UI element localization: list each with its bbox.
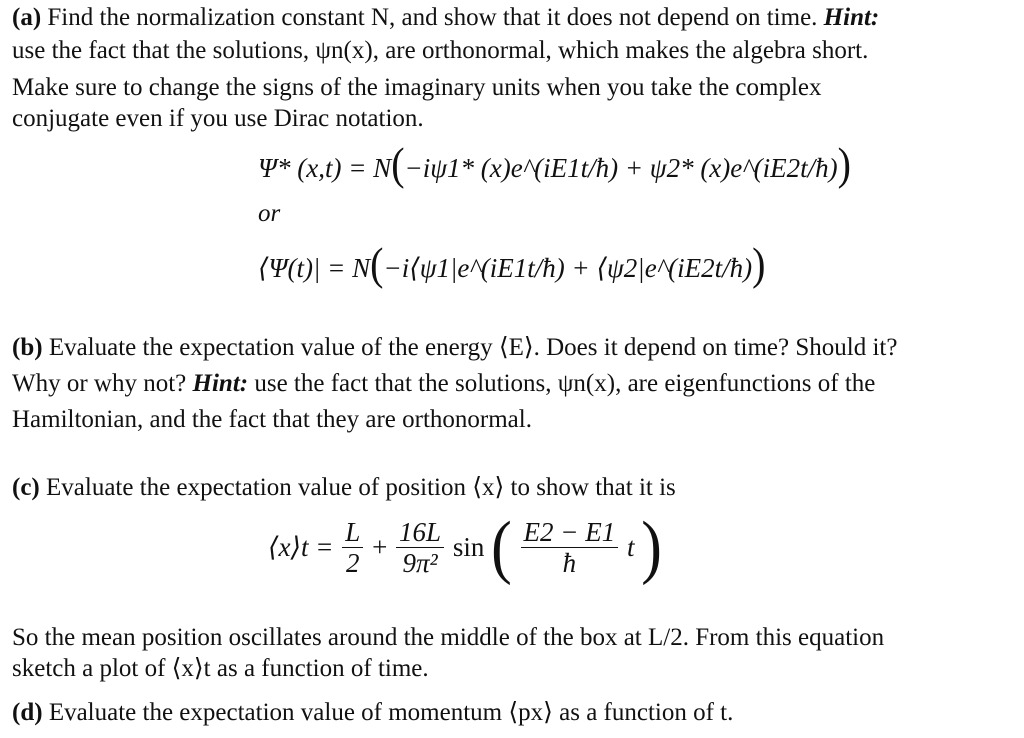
equation-psi-star-lhs: Ψ* (x,t) = N — [258, 153, 392, 183]
part-d-label: (d) — [12, 699, 43, 726]
equation-psi-star: Ψ* (x,t) = N(−iψ1* (x)e^(iE1t/ħ) + ψ2* (x)e^(iE2t/ħ)) — [258, 137, 851, 190]
fraction-l-over-2 — [342, 517, 363, 578]
part-a-line-2: use the fact that the solutions, ψn(x), are orthonormal, which makes the algebra short. — [12, 37, 869, 64]
fraction-16l-den: 9π² — [402, 548, 438, 578]
fraction-energy-den: ħ — [562, 548, 577, 578]
part-b-label: (b) — [12, 334, 43, 361]
part-b-line-2-pre: Why or why not? — [12, 370, 187, 397]
part-b-hint-label: Hint: — [192, 370, 249, 397]
part-b-line-1 — [12, 332, 897, 363]
fraction-l-num: L — [342, 517, 363, 548]
part-c-label: (c) — [12, 474, 40, 501]
fraction-energy-num: E2 − E1 — [521, 517, 619, 548]
part-b-line-2 — [12, 368, 875, 399]
part-a-line-1 — [12, 2, 879, 33]
part-a-text: Find the normalization constant N, and show that it does not depend on time. — [47, 4, 818, 31]
plus-sign: + — [372, 532, 388, 562]
part-b-line-3: Hamiltonian, and the fact that they are orthonormal. — [12, 406, 532, 433]
sin-function: sin — [452, 532, 485, 562]
equation-bra-psi-body: −i⟨ψ1|e^(iE1t/ħ) + ⟨ψ2|e^(iE2t/ħ) — [383, 253, 753, 283]
part-a-line-4: conjugate even if you use Dirac notation. — [12, 105, 424, 132]
or-text: or — [258, 200, 281, 227]
equation-position-lhs: ⟨x⟩t = — [268, 532, 334, 562]
fraction-16l-num: 16L — [396, 517, 444, 548]
equation-position-expectation: ⟨x⟩t = $\frac{L}{2}$ + $\frac{16L}{\text{9π²}}$ sin ( $\frac{E2 - E1}{ħ}$ t ) — [268, 507, 662, 587]
part-a-label: (a) — [12, 4, 42, 31]
equation-bra-psi: ⟨Ψ(t)| = N(−i⟨ψ1|e^(iE1t/ħ) + ⟨ψ2|e^(iE2t/ħ)) — [258, 237, 766, 290]
part-c-text: Evaluate the expectation value of position ⟨x⟩ to show that it is — [46, 474, 676, 501]
part-d-line-1 — [12, 697, 733, 728]
equation-bra-psi-lhs: ⟨Ψ(t)| = N — [258, 253, 371, 283]
part-a-line-3: Make sure to change the signs of the imaginary units when you take the complex — [12, 74, 822, 101]
part-b-text: Evaluate the expectation value of the energy ⟨E⟩. Does it depend on time? Should it? — [48, 334, 898, 361]
tail-line-2: sketch a plot of ⟨x⟩t as a function of time. — [12, 655, 429, 682]
part-d-text: Evaluate the expectation value of momentum ⟨px⟩ as a function of t. — [48, 699, 734, 726]
part-a-hint-label: Hint: — [823, 4, 880, 31]
fraction-l-den: 2 — [346, 548, 360, 578]
part-b-line-2-post: use the fact that the solutions, ψn(x), are eigenfunctions of the — [254, 370, 876, 397]
part-c-line-1 — [12, 472, 676, 503]
time-variable: t — [626, 532, 635, 562]
fraction-16l-over-9pi2 — [396, 517, 444, 578]
fraction-energy-diff — [521, 517, 619, 578]
tail-line-1: So the mean position oscillates around the middle of the box at L/2. From this equation — [12, 624, 885, 651]
equation-psi-star-body: −iψ1* (x)e^(iE1t/ħ) + ψ2* (x)e^(iE2t/ħ) — [404, 153, 838, 183]
